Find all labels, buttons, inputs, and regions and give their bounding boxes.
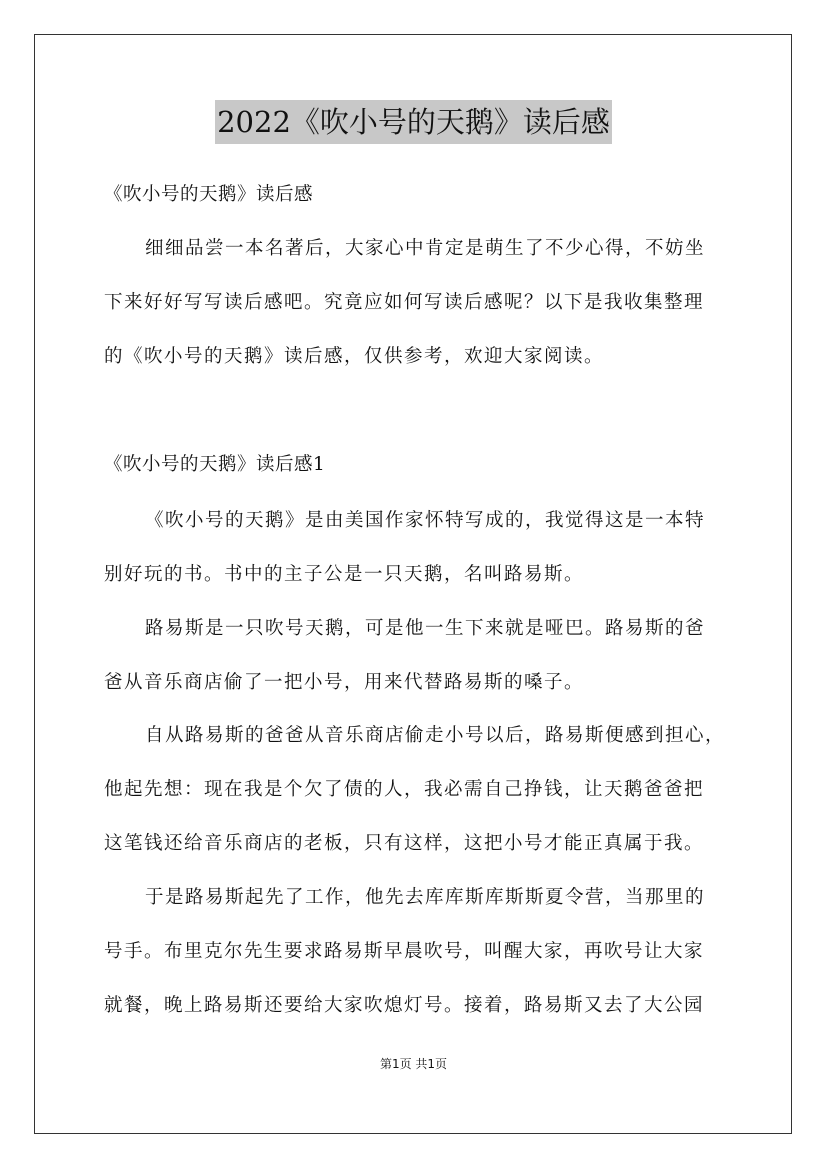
body-line: 自从路易斯的爸爸从音乐商店偷走小号以后，路易斯便感到担心， <box>145 725 726 746</box>
body-line: 别好玩的书。书中的主子公是一只天鹅，名叫路易斯。 <box>104 564 585 585</box>
intro-line: 的《吹小号的天鹅》读后感，仅供参考，欢迎大家阅读。 <box>104 346 605 367</box>
body-line: 爸从音乐商店偷了一把小号，用来代替路易斯的嗓子。 <box>104 672 585 693</box>
document-subtitle: 《吹小号的天鹅》读后感 <box>104 184 314 205</box>
body-line: 他起先想：现在我是个欠了债的人，我必需自己挣钱，让天鹅爸爸把 <box>104 779 705 800</box>
section-heading: 《吹小号的天鹅》读后感1 <box>104 454 326 475</box>
intro-line: 下来好好写写读后感吧。究竟应如何写读后感呢？以下是我收集整理 <box>104 292 705 313</box>
body-line: 这笔钱还给音乐商店的老板，只有这样，这把小号才能正真属于我。 <box>104 833 705 854</box>
page-footer: 第1页 共1页 <box>379 1057 448 1071</box>
body-line: 《吹小号的天鹅》是由美国作家怀特写成的，我觉得这是一本特 <box>145 510 706 531</box>
body-line: 于是路易斯起先了工作，他先去库库斯库斯斯夏令营，当那里的 <box>145 887 706 908</box>
title-container <box>0 100 827 144</box>
body-line: 就餐，晚上路易斯还要给大家吹熄灯号。接着，路易斯又去了大公园 <box>104 995 705 1016</box>
body-line: 号手。布里克尔先生要求路易斯早晨吹号，叫醒大家，再吹号让大家 <box>104 941 705 962</box>
intro-line: 细细品尝一本名著后，大家心中肯定是萌生了不少心得，不妨坐 <box>145 238 706 259</box>
body-line: 路易斯是一只吹号天鹅，可是他一生下来就是哑巴。路易斯的爸 <box>145 618 706 639</box>
document-title: 2022《吹小号的天鹅》读后感 <box>215 100 612 144</box>
